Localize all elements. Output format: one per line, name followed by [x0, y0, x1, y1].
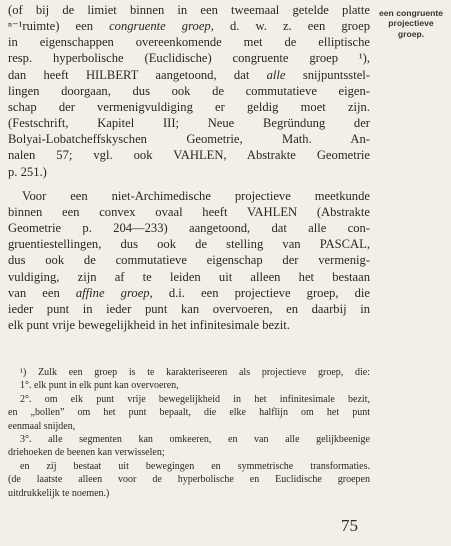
text-line: Bolyai-Lobatcheffskyschen Geometrie, Math. An-	[8, 132, 370, 147]
line-start: van een	[8, 285, 76, 300]
text-line: binnen een convex ovaal heeft VAHLEN (Abstrakte	[8, 204, 370, 219]
footnote-line: eenmaal snijden,	[8, 420, 76, 432]
text-line: in eigenschappen overeenkomende met de elliptische	[8, 35, 370, 50]
footnote-line: 1°. elk punt in elk punt kan overvoeren,	[20, 380, 179, 392]
line-start: ⁿ⁻¹ruimte) een	[8, 19, 110, 34]
footnote-line: ¹) Zulk een groep is te karakteriseeren als projectieve groep, die:	[20, 367, 370, 378]
footnote-line: 3°. alle segmenten kan omkeeren, en van alle gelijkbeenige	[20, 434, 370, 446]
main-text	[8, 2, 370, 333]
footnote-line: driehoeken de beenen kan verwisselen;	[8, 447, 165, 459]
page-number: 75	[341, 516, 358, 535]
text-line: Voor een niet-Archimedische projectieve meetkunde	[22, 188, 370, 203]
footnote-line: 2°. om elk punt vrije bewegelijkheid in het infinitesimale bezit,	[20, 393, 370, 405]
line-rest: snijpuntsstel-	[285, 67, 370, 82]
emphasis: affine groep	[75, 285, 150, 300]
text-line: p. 251.)	[8, 164, 47, 179]
text-line: (Festschrift, Kapitel III; Neue Begründung der	[8, 116, 370, 131]
text-line: vuldiging, zijn af te leiden uit alleen het bestaan	[8, 269, 370, 284]
margin-note-line: een congruente	[379, 8, 443, 18]
footnote-line: en „bollen” om het punt bepaalt, die elke halflijn om het punt	[8, 407, 370, 419]
text-line: (of bij de limiet binnen in een tweemaal getelde platte	[8, 3, 370, 17]
margin-note-line: projectieve	[388, 18, 434, 29]
footnote-line: (de laatste alleen voor de hyperbolische en Euclidische groepen	[8, 474, 370, 486]
text-line: ieder punt in ieder punt kan overvoeren, en daarbij in	[8, 301, 370, 316]
paragraph-2	[8, 188, 370, 333]
text-line: lingen doorgaan, dus ook de commutatieve eigen-	[8, 83, 370, 98]
text-line	[8, 18, 370, 34]
emphasis: alle	[266, 67, 286, 82]
paragraph-1	[8, 2, 370, 180]
margin-note-line: groep.	[397, 28, 425, 39]
line-rest: , d. w. z. een groep	[210, 19, 370, 34]
text-line: elk punt vrije bewegelijkheid in het infinitesimale bezit.	[8, 317, 290, 332]
text-line: nalen 57; vgl. ook VAHLEN, Abstrakte Geometrie	[8, 148, 370, 163]
text-line	[8, 285, 370, 301]
margin-note	[375, 8, 447, 39]
line-rest: , d.i. een projectieve groep, die	[149, 285, 370, 300]
line-start: dan heeft HILBERT aangetoond, dat	[8, 67, 267, 82]
footnote-line: uitdrukkelijk te noemen.)	[8, 487, 110, 499]
emphasis: congruente groep	[109, 19, 211, 34]
footnote-line: en zij bestaat uit bewegingen en symmetrische transformaties.	[20, 460, 370, 472]
text-line: schap der vermenigvuldiging er geldig moet zijn.	[8, 99, 370, 114]
footnotes	[8, 366, 370, 500]
text-line	[8, 67, 370, 83]
text-line: Geometrie p. 204—233) aangetoond, dat alle con-	[8, 221, 370, 236]
text-line: dus ook de commutatieve eigenschap der vermenig-	[8, 253, 370, 268]
text-line: resp. hyperbolische (Euclidische) congruente groep ¹),	[8, 51, 370, 66]
text-line: gruentiestellingen, dus ook de stelling van PASCAL,	[8, 237, 370, 252]
